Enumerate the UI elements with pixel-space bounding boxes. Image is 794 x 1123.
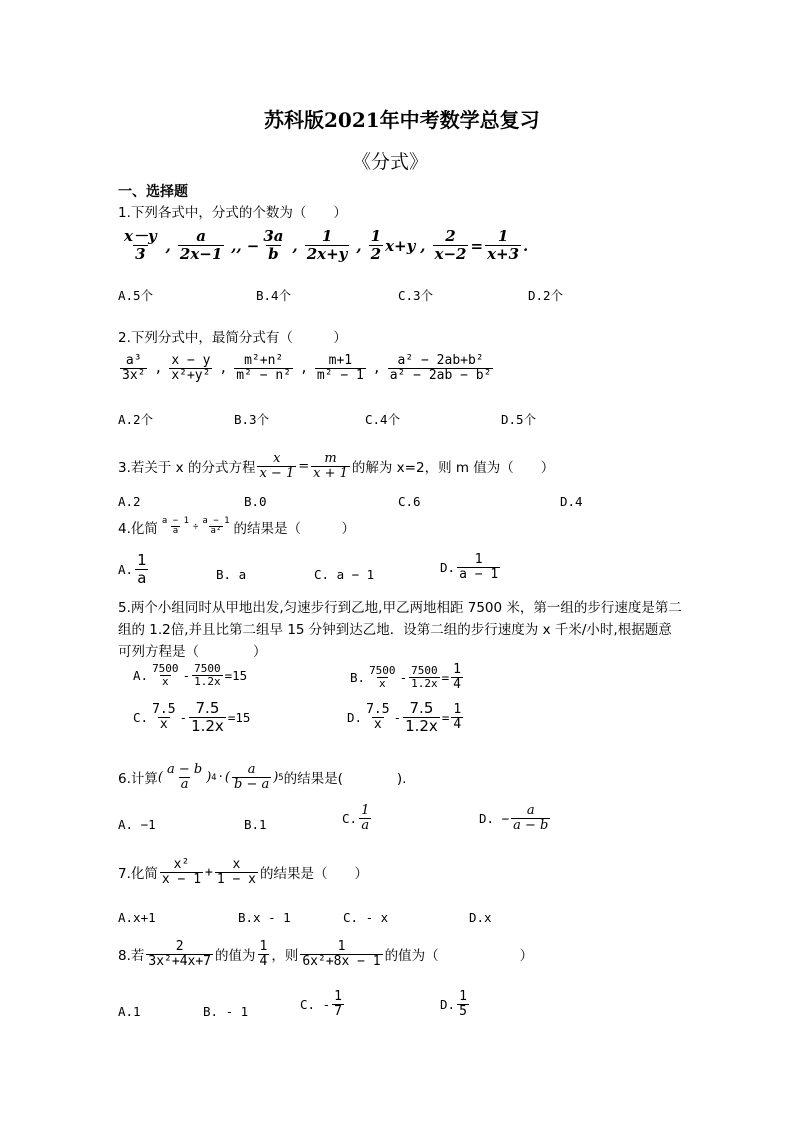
question-8-stem: 8.若 $\frac{2}{\text{3x²+4x+7}}$ 的值为 $\frac{1}{4}$ ，则 $\frac{1}{\text{6x²+8x − 1}}$ 的值为（ ） [118,939,534,969]
fraction: $\frac{x - y}{\text{x²+y²}}$ [171,353,211,383]
fraction: $\frac{1}{4}$ [453,662,461,692]
question-2-option-c: C.4个 [365,412,401,427]
question-2-stem: 2.下列分式中，最简分式有（ ） [118,330,347,346]
question-8-option-d: D. $\frac{1}{5}$ [440,989,467,1019]
fraction: $\frac{1}{4}$ [259,939,268,969]
fraction: $\frac{\text{a³}}{\text{3x²}}$ [122,353,146,383]
question-3-option-c: C.6 [398,494,421,509]
question-4-option-a: A. $\frac{1}{a}$ [118,551,147,587]
page-subtitle: 《分式》 [352,151,429,173]
fraction: $\frac{a}{b - a}$ [233,762,270,792]
question-2-option-b: B.3个 [234,412,270,427]
fraction: $\frac{\text{a² − 2ab+b²}}{\text{a² − 2ab − b²}}$ [389,353,492,383]
fraction: $\frac{x}{x - 1}$ [259,451,295,481]
fraction: $\frac{3a}{b}$ [263,227,284,263]
question-5-option-d: D. $\frac{7.5}{x}$ - $\frac{7.5}{1.2x}$ = $\frac{1}{4}$ [347,699,462,735]
fraction: $\frac{7500}{1.2x}$ [411,664,438,690]
fraction: $\frac{m}{x + 1}$ [313,451,348,481]
question-5-line-2: 组的 1.2倍,并且比第二组早 15 分钟到达乙地．设第二组的步行速度为 x 千米/小时,根据题意 [118,622,672,638]
fraction: $\frac{a - 1}{\text{a²}}$ [202,516,230,537]
fraction: $\frac{\text{m²+n²}}{\text{m² − n²}}$ [236,353,292,383]
question-5-option-c: C. $\frac{7.5}{x}$ - $\frac{7.5}{1.2x}$ =15 [133,699,251,735]
question-3-option-d: D.4 [560,494,583,509]
fraction: $\frac{7.5}{x}$ [366,702,390,732]
question-6-stem: 6.计算 ( $\frac{a - b}{a}$ ) 4 · ( $\frac{a}{b - a}$ ) 5 的结果是( ). [118,762,407,792]
question-2-expressions: $\frac{\text{a³}}{\text{3x²}}$ , $\frac{x - y}{\text{x²+y²}}$ , $\frac{\text{m²+n²}}{\text{m² − n²}}$ , $\frac{m+1}{\text{m² − 1}}$ , $\frac{\text{a² − 2ab+b²}}{\text{a² − 2ab − b²}}$ [122,353,492,383]
fraction: $\frac{7.5}{1.2x}$ [191,699,224,735]
question-8-option-a: A.1 [118,1004,141,1019]
question-1-option-a: A.5个 [118,288,154,303]
fraction: $\frac{7500}{x}$ [152,662,179,688]
question-6-option-d: D. − $\frac{a}{a - b}$ [479,803,549,833]
question-7-stem: 7.化简 $\frac{\text{x²}}{x - 1}$ + $\frac{x}{1 - x}$ 的结果是（ ） [118,857,368,887]
question-5-option-a: A. $\frac{7500}{x}$ - $\frac{7500}{1.2x}$ =15 [133,662,248,688]
fraction: $\frac{a}{2x-1}$ [179,227,223,263]
fraction: $\frac{2}{x-2}$ [434,227,467,263]
page-title: 苏科版2021年中考数学总复习 [264,108,540,132]
fraction: $\frac{\text{x²}}{x - 1}$ [161,857,202,887]
fraction: $\frac{m+1}{\text{m² − 1}}$ [316,353,364,383]
question-5-option-b: B. $\frac{7500}{x}$ - $\frac{7500}{1.2x}$ = $\frac{1}{4}$ [350,662,461,692]
fraction: $\frac{a - b}{a}$ [166,762,203,792]
question-3-option-b: B.0 [244,494,267,509]
fraction: $\frac{1}{\text{6x²+8x − 1}}$ [302,939,381,969]
question-6-option-c: C. $\frac{1}{a}$ [342,803,370,833]
fraction: $\frac{x}{1 - x}$ [216,857,256,887]
fraction: $\frac{7.5}{1.2x}$ [405,699,438,735]
fraction: $\frac{a}{a - b}$ [513,803,549,833]
fraction: $\frac{a - 1}{a}$ [161,516,189,537]
fraction: $\frac{1}{4}$ [453,702,462,732]
question-4-option-b: B. a [216,567,247,582]
question-1-option-d: D.2个 [528,288,564,303]
fraction: $\frac{1}{7}$ [334,989,342,1019]
question-6-option-b: B.1 [244,817,267,832]
question-7-option-c: C. - x [343,910,389,925]
fraction: $\frac{7500}{1.2x}$ [194,662,221,688]
question-1-option-b: B.4个 [256,288,292,303]
question-5-line-3: 可列方程是（ ） [118,644,267,660]
question-1-expressions: $\frac{x-y}{3}$ , $\frac{a}{2x-1}$ ,, − $\frac{3a}{b}$ , $\frac{1}{2x+y}$ , $\frac{1}{2}$ x+y , $\frac{2}{x-2}$ = $\frac{1}{x+3}$ . [124,227,529,263]
question-6-option-a: A. −1 [118,817,156,832]
question-7-option-d: D.x [469,910,492,925]
fraction: $\frac{1}{5}$ [459,989,467,1019]
question-3-option-a: A.2 [118,494,141,509]
fraction: $\frac{2}{\text{3x²+4x+7}}$ [148,939,212,969]
question-8-option-b: B. - 1 [203,1004,249,1019]
fraction: $\frac{1}{a}$ [137,551,147,587]
fraction: $\frac{1}{a - 1}$ [459,552,499,582]
fraction: $\frac{1}{a}$ [361,803,370,833]
question-8-option-c: C. - $\frac{1}{7}$ [300,989,342,1019]
question-2-option-d: D.5个 [501,412,537,427]
question-4-stem: 4.化简 $\frac{a - 1}{a}$ ÷ $\frac{a - 1}{\text{a²}}$ 的结果是（ ） [118,516,355,538]
fraction: $\frac{1}{x+3}$ [487,227,520,263]
fraction: $\frac{7.5}{x}$ [152,702,176,732]
question-4-option-d: D. $\frac{1}{a - 1}$ [440,552,499,582]
question-1-stem: 1.下列各式中，分式的个数为（ ） [118,205,347,221]
fraction: $\frac{1}{2}$ [370,227,382,263]
fraction: $\frac{x-y}{3}$ [124,227,157,263]
fraction: $\frac{1}{2x+y}$ [306,227,348,263]
question-1-option-c: C.3个 [398,288,434,303]
question-5-line-1: 5.两个小组同时从甲地出发,匀速步行到乙地,甲乙两地相距 7500 米，第一组的步行速度是第二 [118,600,682,616]
question-2-option-a: A.2个 [118,412,154,427]
question-3-stem: 3.若关于 x 的分式方程 $\frac{x}{x - 1}$ = $\frac{m}{x + 1}$ 的解为 x=2，则 m 值为（ ） [118,451,555,481]
question-4-option-c: C. a − 1 [314,567,375,582]
question-7-option-b: B.x - 1 [238,910,291,925]
section-heading: 一、选择题 [118,184,188,200]
fraction: $\frac{7500}{x}$ [369,664,396,690]
question-7-option-a: A.x+1 [118,910,156,925]
